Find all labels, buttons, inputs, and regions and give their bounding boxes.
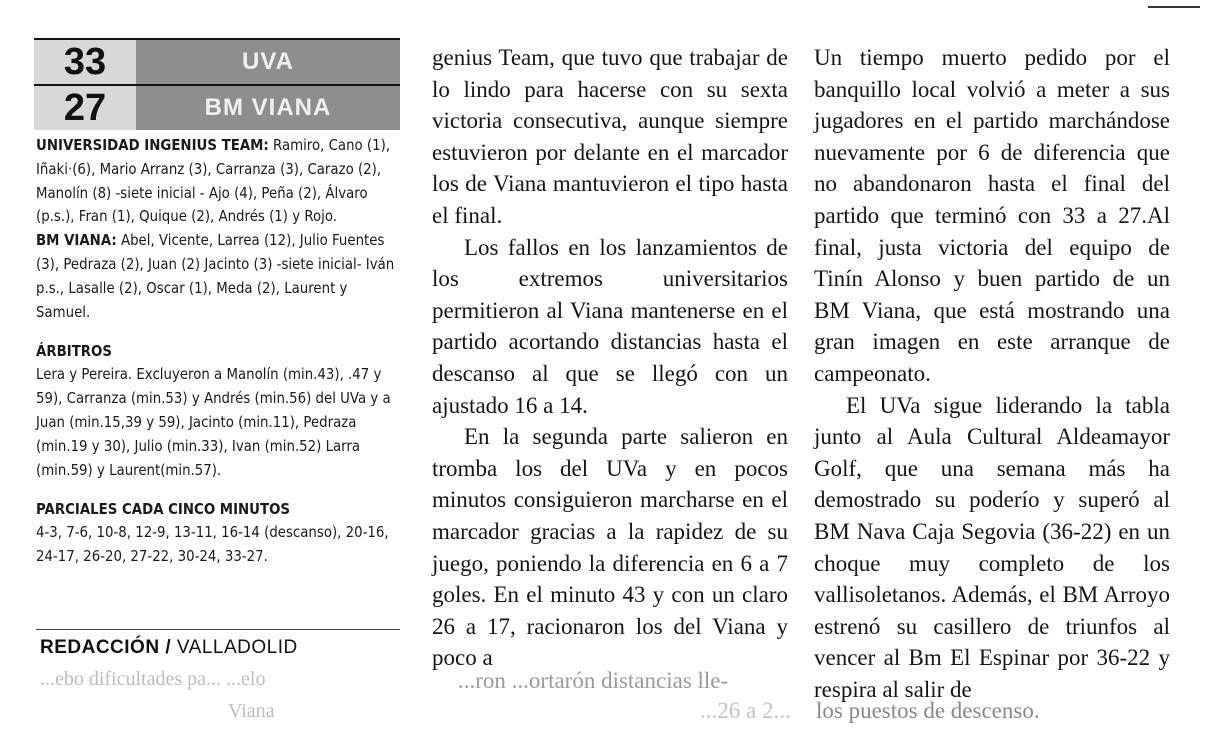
- partials-heading: PARCIALES CADA CINCO MINUTOS: [36, 500, 291, 519]
- scoreboard-away-row: [34, 84, 400, 128]
- team2-label: BM VIANA:: [36, 231, 117, 250]
- byline-rule: [36, 629, 400, 630]
- team2-players: Abel, Vicente, Larrea (12), Julio Fuentes (3), Pedraza (2), Juan (2) Jacinto (3) -siete inicial- Iván p.s., Lasalle (2), Oscar (1), Meda (2), Laurent y Samuel.: [36, 231, 395, 321]
- byline-city: VALLADOLID: [176, 637, 298, 658]
- team2-lineup: [36, 229, 399, 324]
- article-mid-paragraph-3: En la segunda parte salieron en tromba los del UVa y en pocos minutos consiguieron marcharse en el marcador gracias a la rapidez de su juego, poniendo la diferencia en 6 a 7 goles. En el minuto 43 y con un claro 26 a 17, racionaron los del Viana y poco a: [432, 424, 788, 671]
- faded-line-left-1: ...ebo dificultades pa... ...elo: [40, 668, 266, 690]
- referees-heading: ÁRBITROS: [36, 342, 113, 361]
- article-mid-paragraph-2: Los fallos en los lanzamientos de los extremos universitarios permitieron al Viana mantenerse en el partido acortando distancias hasta el descanso al que se llegó con un ajustado 16 a 14.: [432, 234, 788, 418]
- article-column-right: [814, 42, 1170, 705]
- referees-text: Lera y Pereira. Excluyeron a Manolín (min.43), .47 y 59), Carranza (min.53) y Andrés (min.56) del UVa y a Juan (min.15,39 y 59), Jacinto (min.11), Pedraza (min.19 y 30), Julio (min.33), Ivan (min.52) Larra (min.59) y Laurent(min.57).: [36, 365, 391, 479]
- away-score: 27: [34, 84, 136, 130]
- byline-section: REDACCIÓN: [40, 637, 160, 658]
- faded-line-right: los puestos de descenso.: [816, 698, 1040, 723]
- faded-line-left-2: Viana: [228, 700, 275, 722]
- article-right-paragraph-2: El UVa sigue liderando la tabla junto al Aula Cultural Aldeamayor Golf, que una semana más ha demostrado su poderío y superó al BM Nava Caja Segovia (36-22) en un choque muy completo de los vallisoletanos. Además, el BM Arroyo estrenó su casillero de triunfos al vencer al Bm El Espinar por 36-22 y respira al salir de: [814, 392, 1170, 702]
- article-column-middle: [432, 42, 788, 674]
- byline-separator: /: [159, 637, 177, 658]
- partials-text: 4-3, 7-6, 10-8, 12-9, 13-11, 16-14 (descanso), 20-16, 24-17, 26-20, 27-22, 30-24, 33-27.: [36, 523, 389, 566]
- away-team: BM VIANA: [136, 84, 400, 130]
- faded-line-mid: ...ron ...ortarón distancias lle-: [458, 668, 729, 693]
- match-info-column: [36, 134, 400, 569]
- byline: [40, 637, 298, 659]
- home-score: 33: [34, 38, 136, 84]
- scoreboard-home-row: [34, 38, 400, 82]
- team1-players: Ramiro, Cano (1), Iñaki·(6), Mario Arranz (3), Carranza (3), Carazo (2), Manolín (8) -siete inicial - Ajo (4), Peña (2), Álvaro (p.s.), Fran (1), Quique (2), Andrés (1) y Rojo.: [36, 136, 391, 226]
- article-right-paragraph-1: Un tiempo muerto pedido por el banquillo local volvió a meter a sus jugadores en el partido marchándose nuevamente por 6 de diferencia que no abandonaron hasta el final del partido que terminó con 33 a 27.Al final, justa victoria del equipo de Tinín Alonso y buen partido de un BM Viana, que está mostrando una gran imagen en este arranque de campeonato.: [814, 45, 1170, 386]
- team1-label: UNIVERSIDAD INGENIUS TEAM:: [36, 136, 269, 154]
- top-right-rule: [1148, 6, 1200, 8]
- home-team: UVA: [136, 38, 400, 84]
- team1-lineup: [36, 134, 399, 229]
- faded-line-mid-2: ...26 a 2...: [700, 698, 791, 723]
- article-mid-paragraph-1: genius Team, que tuvo que trabajar de lo lindo para hacerse con su sexta victoria consecutiva, aunque siempre estuvieron por delante en el marcador los de Viana mantuvieron el tipo hasta el final.: [432, 45, 788, 228]
